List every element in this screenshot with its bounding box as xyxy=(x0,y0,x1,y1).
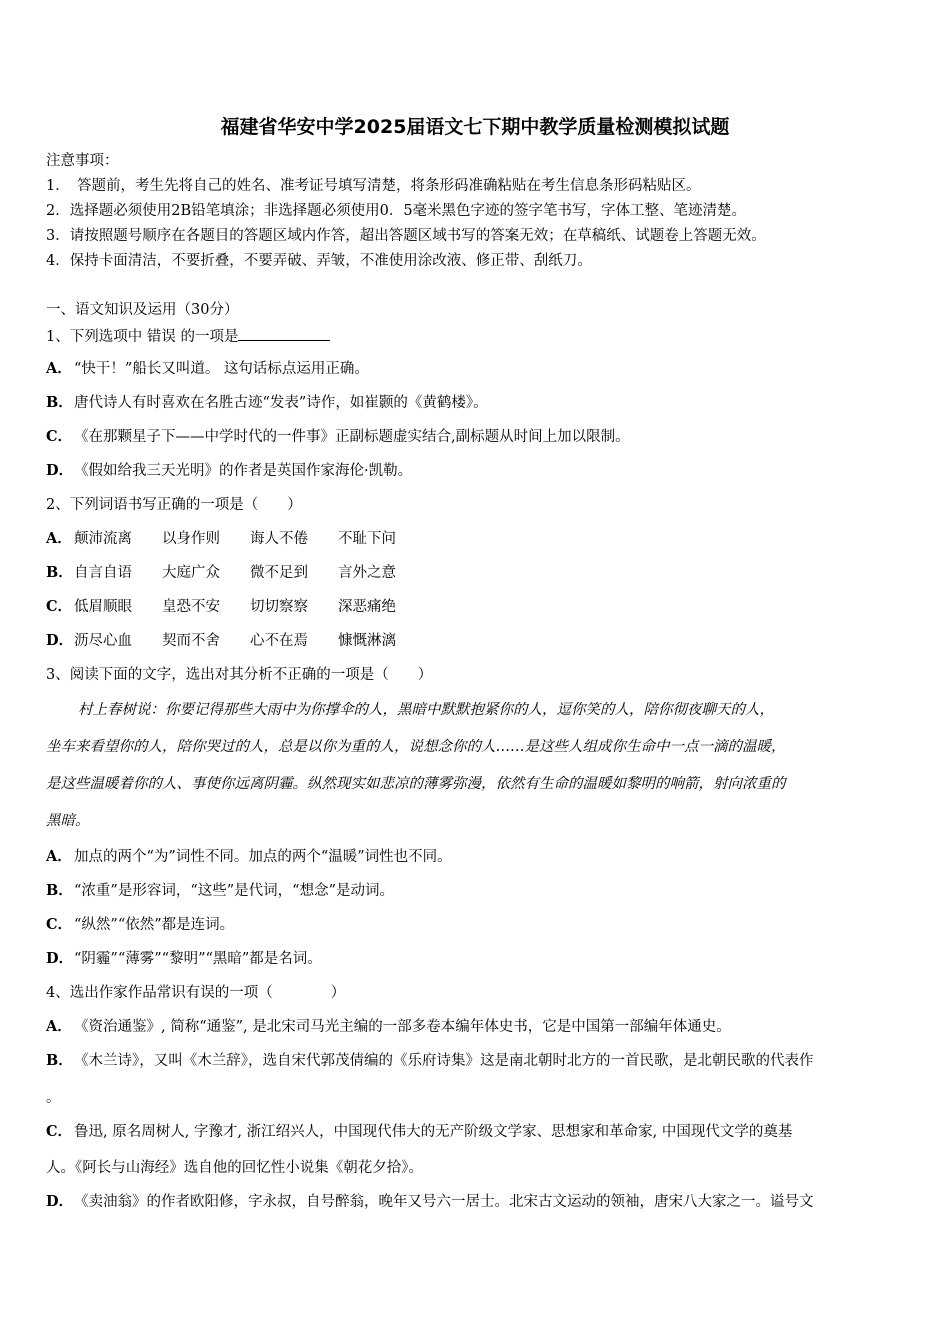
option-text: 唐代诗人有时喜欢在名胜古迹“发表”诗作，如崔颢的《黄鹤楼》。 xyxy=(74,395,488,411)
option-letter: A． xyxy=(46,848,72,865)
option-text: “快干！”船长又叫道。 这句话标点运用正确。 xyxy=(74,361,369,377)
option-text: 《在那颗星子下——中学时代的一件事》正副标题虚实结合,副标题从时间上加以限制。 xyxy=(74,429,630,445)
word: 沥尽心血 xyxy=(74,633,132,649)
option-letter: D． xyxy=(46,632,74,649)
question-4-stem: 4、选出作家作品常识有误的一项（ ） xyxy=(46,985,346,1001)
option-text: 《资治通鉴》, 简称“通鉴”, 是北宋司马光主编的一部多卷本编年体史书，它是中国第一部编年体通史。 xyxy=(74,1019,731,1035)
word: 皇恐不安 xyxy=(162,599,220,615)
option-letter: A． xyxy=(46,360,72,377)
option-letter: C． xyxy=(46,1123,73,1140)
q4-option-a xyxy=(46,1017,731,1037)
q4-option-c-cont: 人。《阿长与山海经》选自他的回忆性小说集《朝花夕拾》。 xyxy=(46,1160,423,1176)
q4-option-d xyxy=(46,1192,814,1212)
passage-line-3: 是这些温暖着你的人、事使你远离阴霾。纵然现实如悲凉的薄雾弥漫，依然有生命的温暖如黎明的响箭，射向浓重的 xyxy=(46,776,786,792)
option-text: “浓重”是形容词，“这些”是代词，“想念”是动词。 xyxy=(74,883,394,899)
q3-option-a xyxy=(46,847,452,867)
q2-option-d xyxy=(46,631,426,651)
option-letter: B． xyxy=(46,882,73,899)
passage-line-2: 坐车来看望你的人，陪你哭过的人，总是以你为重的人，说想念你的人……是这些人组成你生命中一点一滴的温暖， xyxy=(46,739,786,755)
option-letter: D． xyxy=(46,1193,74,1210)
word: 契而不舍 xyxy=(162,633,220,649)
option-letter: C． xyxy=(46,598,73,615)
notice-item-4: 4．保持卡面清洁，不要折叠，不要弄破、弄皱，不准使用涂改液、修正带、刮纸刀。 xyxy=(46,253,592,269)
option-letter: B． xyxy=(46,1052,73,1069)
option-letter: A． xyxy=(46,1018,72,1035)
word: 低眉顺眼 xyxy=(74,599,132,615)
option-text: 《假如给我三天光明》的作者是英国作家海伦·凯勒。 xyxy=(74,463,413,479)
word: 心不在焉 xyxy=(250,633,308,649)
q1-option-d xyxy=(46,461,412,481)
q2-option-a xyxy=(46,529,426,549)
word: 自言自语 xyxy=(74,565,132,581)
option-letter: A． xyxy=(46,530,72,547)
q3-option-d xyxy=(46,949,322,969)
q2-option-b xyxy=(46,563,426,583)
question-2-stem: 2、下列词语书写正确的一项是（ ） xyxy=(46,497,302,513)
word: 言外之意 xyxy=(338,565,396,581)
passage-line-1: 村上春树说：你要记得那些大雨中为你撑伞的人，黑暗中默默抱紧你的人，逗你笑的人，陪你彻夜聊天的人， xyxy=(78,702,774,718)
notice-item-1: 1． 答题前，考生先将自己的姓名、准考证号填写清楚，将条形码准确粘贴在考生信息条形码粘贴区。 xyxy=(46,178,701,194)
question-1-stem xyxy=(46,326,330,347)
q2-option-c xyxy=(46,597,426,617)
notice-item-3: 3．请按照题号顺序在各题目的答题区域内作答，超出答题区域书写的答案无效；在草稿纸、试题卷上答题无效。 xyxy=(46,228,766,244)
question-1-stem-text: 1、下列选项中 错误 的一项是 xyxy=(46,329,239,345)
q3-option-b xyxy=(46,881,394,901)
q3-option-c xyxy=(46,915,234,935)
word: 颠沛流离 xyxy=(74,531,132,547)
option-text: 加点的两个“为”词性不同。加点的两个“温暖”词性也不同。 xyxy=(74,849,452,865)
word: 以身作则 xyxy=(162,531,220,547)
option-text: 《木兰诗》，又叫《木兰辞》，选自宋代郭茂倩编的《乐府诗集》这是南北朝时北方的一首民歌，是北朝民歌的代表作 xyxy=(74,1053,814,1069)
q4-option-b-cont: 。 xyxy=(46,1090,61,1106)
option-text: “纵然”“依然”都是连词。 xyxy=(74,917,235,933)
q1-option-c xyxy=(46,427,630,447)
option-letter: C． xyxy=(46,916,73,933)
word: 诲人不倦 xyxy=(250,531,308,547)
word: 慷慨淋漓 xyxy=(338,633,396,649)
option-text: “阴霾”“薄雾”“黎明”“黑暗”都是名词。 xyxy=(74,951,322,967)
word: 微不足到 xyxy=(250,565,308,581)
answer-blank xyxy=(238,326,330,341)
word: 不耻下问 xyxy=(338,531,396,547)
word: 切切察察 xyxy=(250,599,308,615)
section-heading: 一、语文知识及运用（30分） xyxy=(46,302,239,318)
q4-option-b xyxy=(46,1051,814,1071)
word: 深恶痛绝 xyxy=(338,599,396,615)
option-text: 鲁迅, 原名周树人, 字豫才, 浙江绍兴人，中国现代伟大的无产阶级文学家、思想家和革命家, 中国现代文学的奠基 xyxy=(74,1124,793,1140)
q1-option-a xyxy=(46,359,369,379)
page-title: 福建省华安中学2025届语文七下期中教学质量检测模拟试题 xyxy=(220,116,730,138)
option-letter: D． xyxy=(46,462,74,479)
option-letter: D． xyxy=(46,950,74,967)
question-3-stem: 3、阅读下面的文字，选出对其分析不正确的一项是（ ） xyxy=(46,667,433,683)
q1-option-b xyxy=(46,393,488,413)
passage-line-4: 黑暗。 xyxy=(46,813,90,829)
word: 大庭广众 xyxy=(162,565,220,581)
notice-item-2: 2．选择题必须使用2B铅笔填涂；非选择题必须使用0．5毫米黑色字迹的签字笔书写，字体工整、笔迹清楚。 xyxy=(46,203,747,219)
option-letter: B． xyxy=(46,394,73,411)
option-text: 《卖油翁》的作者欧阳修，字永叔，自号醉翁，晚年又号六一居士。北宋古文运动的领袖，唐宋八大家之一。谥号文 xyxy=(74,1194,814,1210)
option-letter: B． xyxy=(46,564,73,581)
option-letter: C． xyxy=(46,428,73,445)
q4-option-c xyxy=(46,1122,792,1142)
notice-heading: 注意事项： xyxy=(46,153,119,169)
